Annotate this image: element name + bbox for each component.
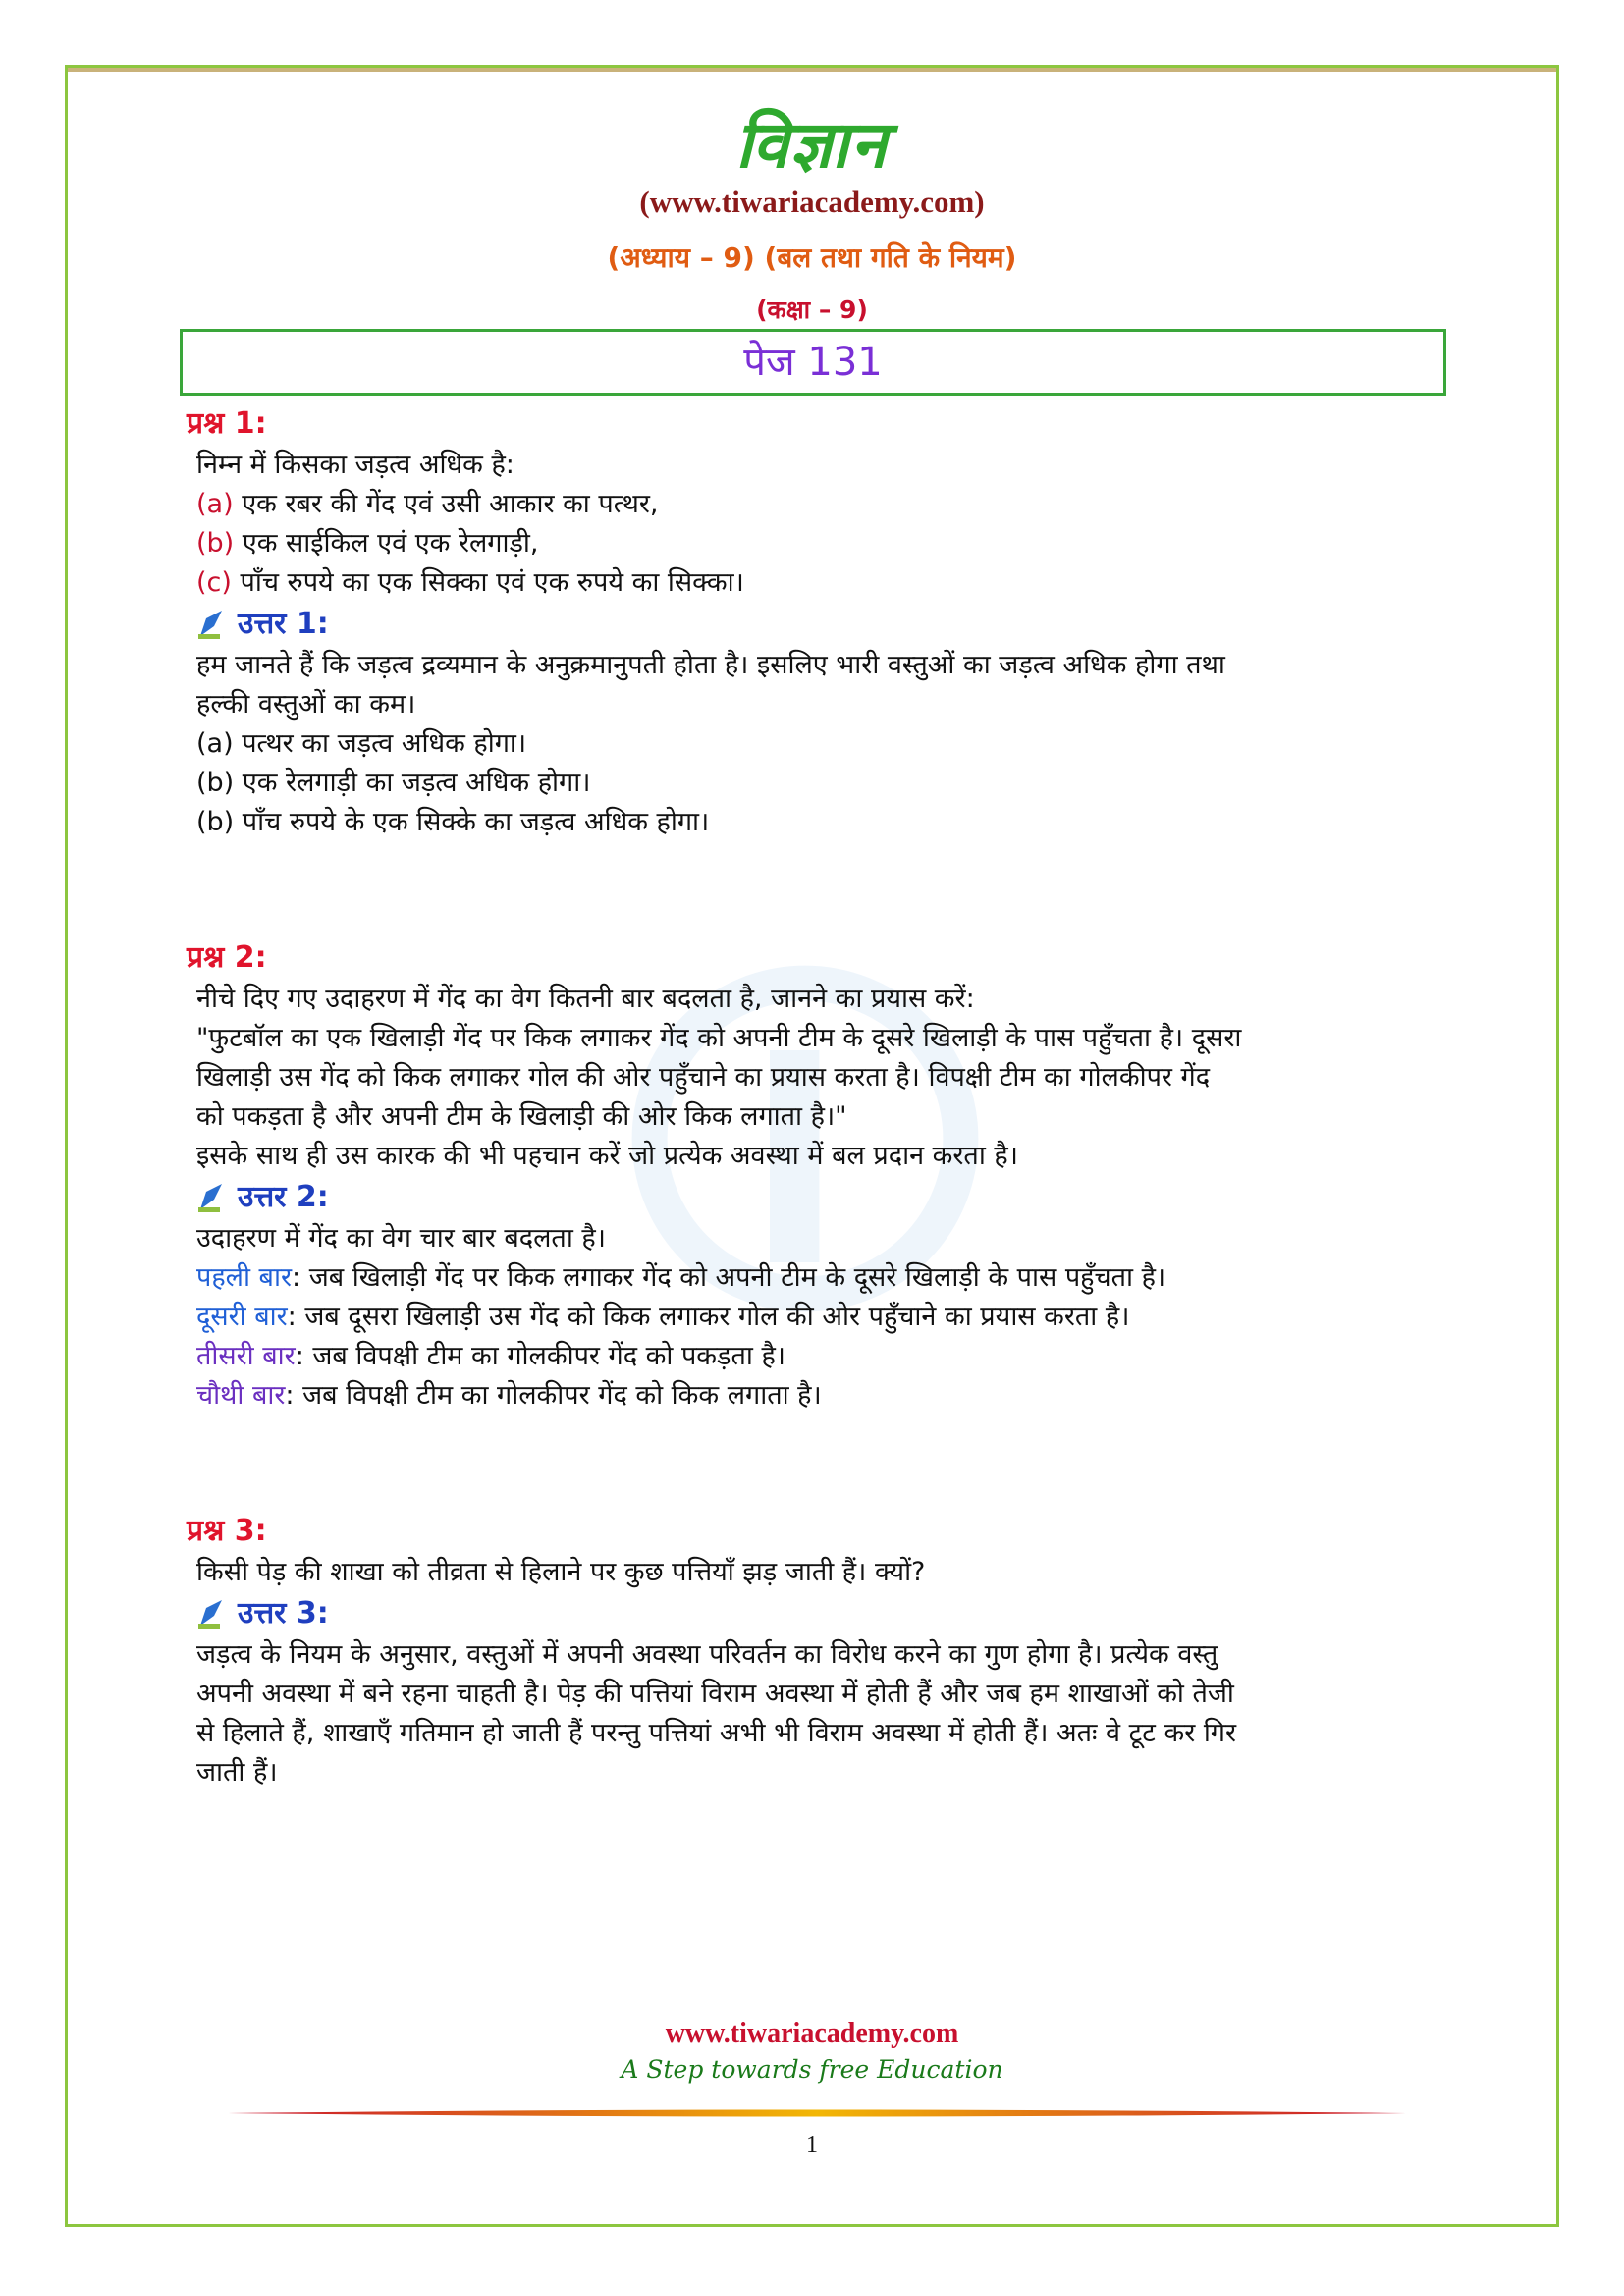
question-2-text: इसके साथ ही उस कारक की भी पहचान करें जो प्रत्येक अवस्था में बल प्रदान करता है। [196,1141,1018,1171]
option-label: (c) [196,567,232,598]
question-1-option-b [196,524,1453,563]
item-label: दूसरी बार [196,1302,288,1332]
pen-icon [196,1182,230,1213]
answer-2-item [196,1337,1453,1376]
question-1-option-c [196,563,1453,603]
question-1-option-a [196,485,1453,524]
chapter-heading: (अध्याय – 9) (बल तथा गति के नियम) [607,241,1017,274]
answer-1-heading [196,603,1453,646]
item-label: चौथी बार [196,1380,286,1411]
question-1-heading: प्रश्न 1: [187,406,267,441]
answer-3-line: जड़त्व के नियम के अनुसार, वस्तुओं में अपनी अवस्था परिवर्तन का विरोध करने का गुण होगा है। प्रत्येक वस्तु [196,1639,1218,1670]
page-title: विज्ञान [735,107,889,183]
footer-divider [228,2107,1406,2120]
answer-2-item [196,1298,1453,1337]
question-2-text: खिलाड़ी उस गेंद को किक लगाकर गोल की ओर पहुँचाने का प्रयास करता है। विपक्षी टीम का गोलकीपर गेंद [196,1062,1211,1093]
answer-1-label: उत्तर 1: [238,607,329,641]
option-text: पाँच रुपये के एक सिक्के का जड़त्व अधिक होगा। [234,807,710,837]
answer-3-heading [196,1592,1453,1635]
question-2-text: को पकड़ता है और अपनी टीम के खिलाड़ी की ओर किक लगाता है।" [196,1101,847,1132]
answer-3-line: जाती हैं। [196,1757,278,1788]
item-text: : जब विपक्षी टीम का गोलकीपर गेंद को पकड़ता है। [295,1341,786,1371]
frame-top-line [68,68,1556,72]
question-2-text: "फुटबॉल का एक खिलाड़ी गेंद पर किक लगाकर गेंद को अपनी टीम के दूसरे खिलाड़ी के पास पहुँचता है। दूसरा [196,1023,1242,1053]
question-2-text: नीचे दिए गए उदाहरण में गेंद का वेग कितनी बार बदलता है, जानने का प्रयास करें: [196,984,975,1014]
answer-3-label: उत्तर 3: [238,1596,329,1630]
answer-1-line: हम जानते हैं कि जड़त्व द्रव्यमान के अनुक्रमानुपती होता है। इसलिए भारी वस्तुओं का जड़त्व अधिक होगा तथा [196,650,1225,680]
header-site: (www.tiwariacademy.com) [639,185,985,219]
answer-3-line: से हिलाते हैं, शाखाएँ गतिमान हो जाती हैं परन्तु पत्तियां अभी भी विराम अवस्था में होती हैं। अतः वे टूट कर गिर [196,1718,1237,1748]
option-text: एक साईकिल एवं एक रेलगाड़ी, [234,528,539,559]
option-text: पाँच रुपये का एक सिक्का एवं एक रुपये का सिक्का। [231,567,744,598]
option-label: (a) [196,489,234,519]
question-3-heading: प्रश्न 3: [187,1514,267,1548]
item-label: पहली बार [196,1262,293,1293]
pen-icon [196,609,230,640]
answer-3-line: अपनी अवस्था में बने रहना चाहती है। पेड़ की पत्तियां विराम अवस्था में होती हैं और जब हम शाखाओं को तेजी [196,1679,1234,1709]
footer-tagline: A Step towards free Education [621,2056,1003,2084]
question-2-heading: प्रश्न 2: [187,940,267,975]
main-content [187,402,1453,1792]
question-1-text: निम्न में किसका जड़त्व अधिक है: [196,450,514,480]
answer-2-heading [196,1176,1453,1219]
answer-1-option-a [196,724,1453,764]
option-label: (b) [196,768,235,798]
option-text: एक रेलगाड़ी का जड़त्व अधिक होगा। [234,768,591,798]
option-text: एक रबर की गेंद एवं उसी आकार का पत्थर, [233,489,659,519]
answer-2-intro: उदाहरण में गेंद का वेग चार बार बदलता है। [196,1223,606,1254]
option-label: (b) [196,807,235,837]
option-label: (b) [196,528,235,559]
option-label: (a) [196,728,234,759]
answer-1-line: हल्की वस्तुओं का कम। [196,689,416,720]
item-text: : जब दूसरा खिलाड़ी उस गेंद को किक लगाकर गोल की ओर पहुँचाने का प्रयास करता है। [287,1302,1130,1332]
pen-icon [196,1598,230,1629]
question-3-text: किसी पेड़ की शाखा को तीव्रता से हिलाने पर कुछ पत्तियाँ झड़ जाती हैं। क्यों? [196,1557,926,1587]
answer-1-option-c [196,803,1453,842]
option-text: पत्थर का जड़त्व अधिक होगा। [233,728,527,759]
item-text: : जब खिलाड़ी गेंद पर किक लगाकर गेंद को अपनी टीम के दूसरे खिलाड़ी के पास पहुँचता है। [292,1262,1166,1293]
footer-site: www.tiwariacademy.com [665,2018,959,2049]
class-heading: (कक्षा – 9) [756,295,868,324]
answer-2-label: उत्तर 2: [238,1180,329,1214]
answer-2-item [196,1258,1453,1298]
page-label-box: पेज 131 [180,329,1446,396]
page-number: 1 [806,2132,818,2158]
item-label: तीसरी बार [196,1341,296,1371]
answer-2-item [196,1376,1453,1415]
item-text: : जब विपक्षी टीम का गोलकीपर गेंद को किक लगाता है। [285,1380,822,1411]
answer-1-option-b [196,764,1453,803]
